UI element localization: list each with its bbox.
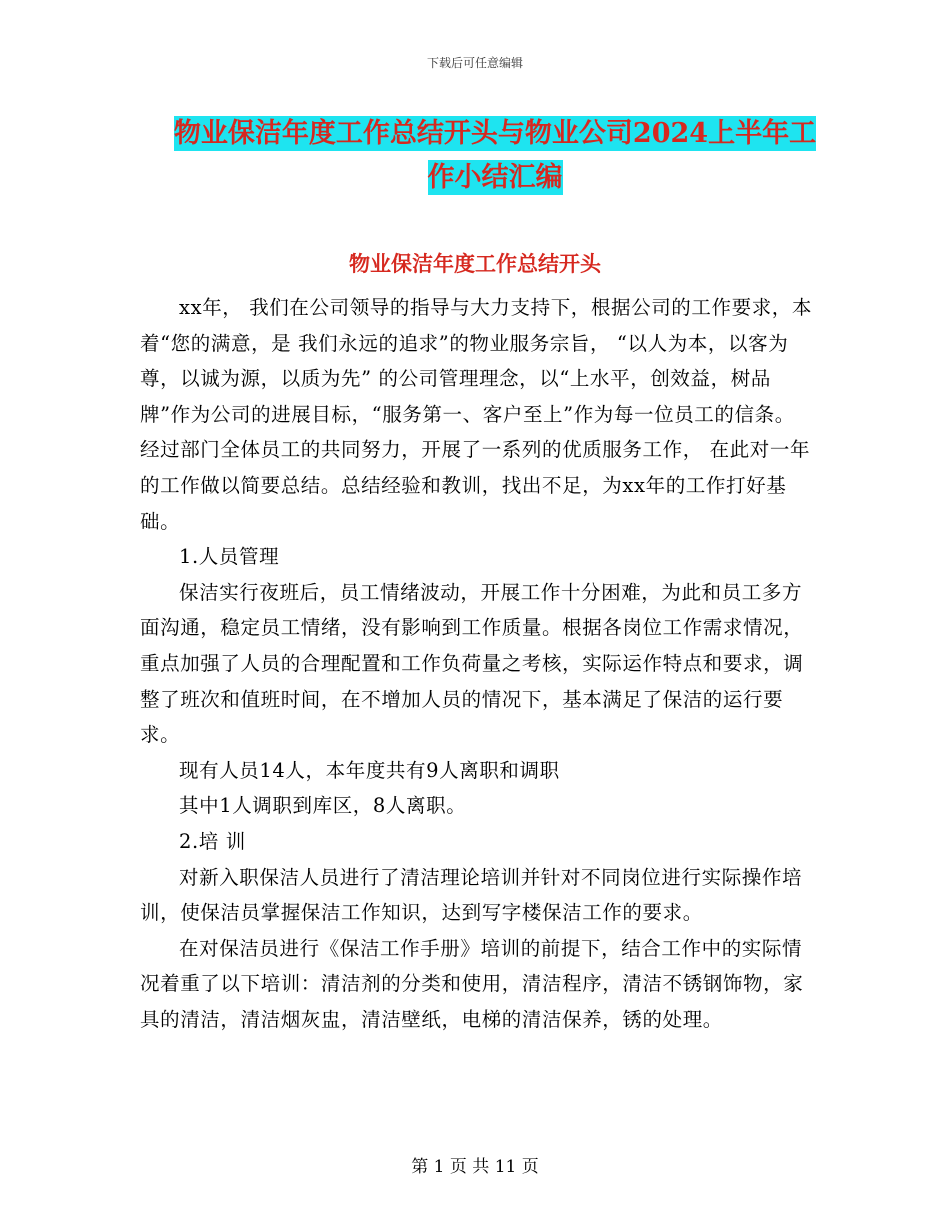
header-note: 下载后可任意编辑 [426, 56, 523, 70]
paragraph-staff-change: 其中1人调职到库区，8人离职。 [179, 794, 467, 818]
document-title-line-2: 作小结汇编 [427, 162, 563, 193]
paragraph-personnel: 保洁实行夜班后，员工情绪波动，开展工作十分困难，为此和员工多方面沟通，稳定员工情绪，没有影响到工作质量。根据各岗位工作需求情况，重点加强了人员的合理配置和工作负荷量之考核，实际运作特点和要求，调整了班次和值班时间，在不增加人员的情况下，基本满足了保洁的运行要求。 [140, 580, 804, 747]
paragraph-training-details: 在对保洁员进行《保洁工作手册》培训的前提下，结合工作中的实际情况着重了以下培训：清洁剂的分类和使用，清洁程序，清洁不锈钢饰物，家具的清洁，清洁烟灰盅，清洁壁纸，电梯的清洁保养，锈的处理。 [140, 936, 804, 1031]
paragraph-staff-count: 现有人员14人，本年度共有9人离职和调职 [179, 758, 560, 782]
heading-personnel-management: 1.人员管理 [179, 545, 280, 569]
document-body [140, 290, 812, 1037]
document-title-line-1: 物业保洁年度工作总结开头与物业公司2024上半年工 [173, 118, 817, 149]
document-title [150, 112, 840, 200]
heading-training: 2.培 训 [179, 829, 246, 853]
paragraph-intro: xx年， 我们在公司领导的指导与大力支持下，根据公司的工作要求，本着“您的满意，是 我们永远的追求”的物业服务宗旨， “以人为本，以客为尊，以诚为源，以质为先” 的公司管理理念，以“上水平，创效益，树品牌”作为公司的进展目标，“服务第一、客户至上”作为每一位员工的信条。经过部门全体员工的共同努力，开展了一系列的优质服务工作， 在此对一年的工作做以简要总结。总结经验和教训，找出不足，为xx年的工作打好基础。 [140, 296, 812, 533]
paragraph-training: 对新入职保洁人员进行了清洁理论培训并针对不同岗位进行实际操作培训，使保洁员掌握保洁工作知识，达到写字楼保洁工作的要求。 [140, 865, 803, 925]
page-footer: 第 1 页 共 11 页 [411, 1157, 539, 1177]
section-title: 物业保洁年度工作总结开头 [349, 251, 601, 276]
